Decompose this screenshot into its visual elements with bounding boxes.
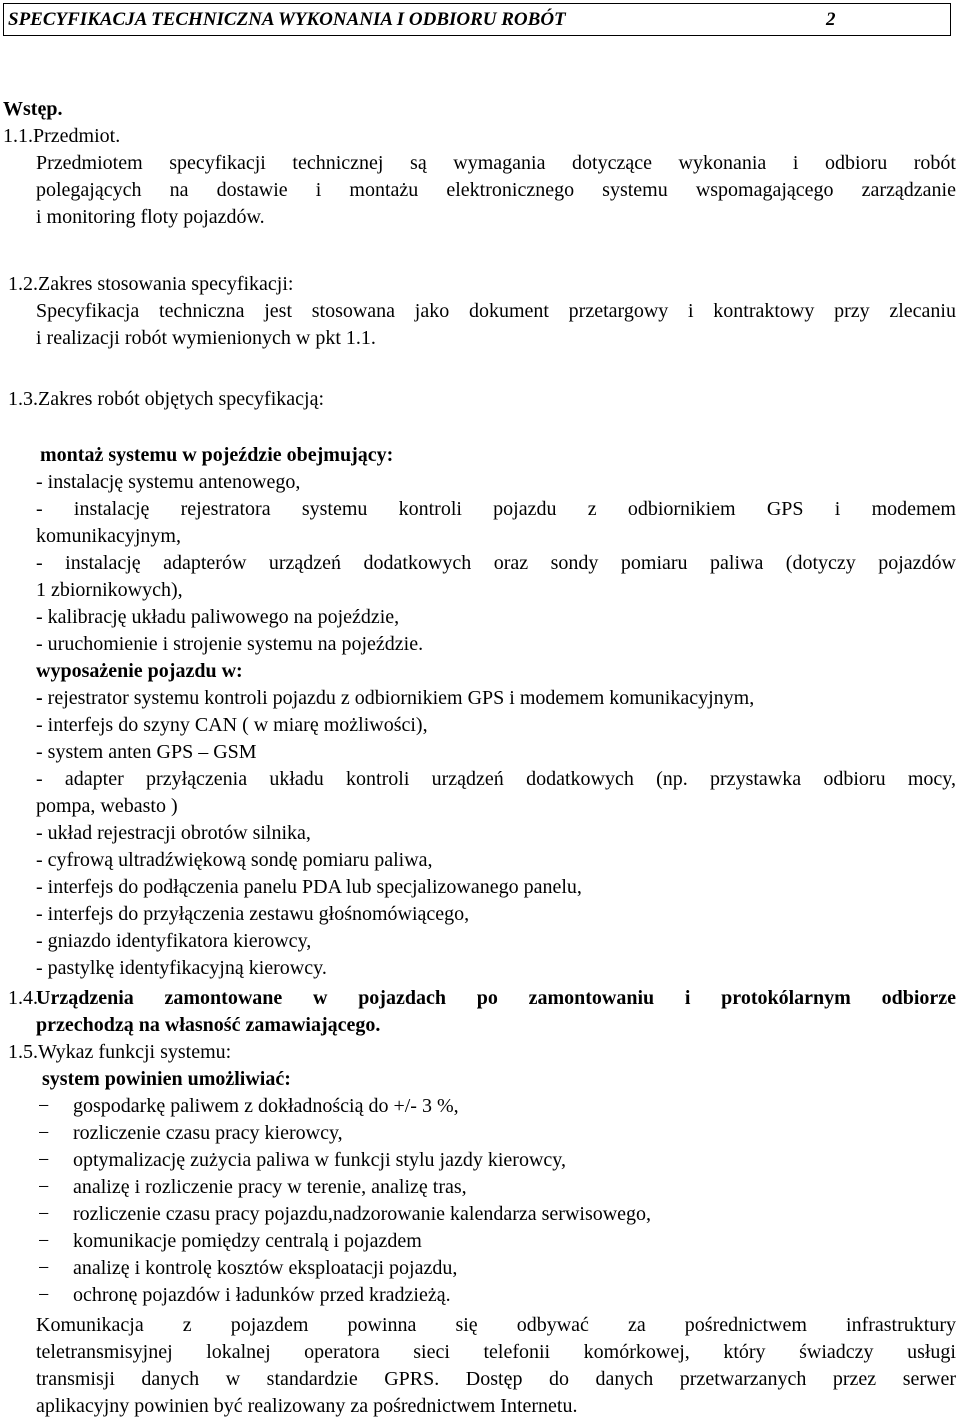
section-1-2-line-2: i realizacji robót wymienionych w pkt 1.1. xyxy=(36,327,376,349)
montaz-line: - kalibrację układu paliwowego na pojeździe, xyxy=(36,606,400,628)
section-1-1-line-1: Przedmiotem specyfikacji technicznej są wymagania dotyczące wykonania i odbioru robót xyxy=(36,152,956,174)
section-1-1-label: 1.1.Przedmiot. xyxy=(3,125,121,147)
section-1-5-label: 1.5.Wykaz funkcji systemu: xyxy=(8,1041,232,1063)
closing-line: teletransmisyjnej lokalnej operatora sieci telefonii komórkowej, który świadczy usługi xyxy=(36,1341,956,1363)
section-1-5-heading: system powinien umożliwiać: xyxy=(42,1068,291,1090)
dash-bullet: − xyxy=(38,1095,50,1117)
section-1-2-line-1: Specyfikacja techniczna jest stosowana jako dokument przetargowy i kontraktowy przy zlecaniu xyxy=(36,300,956,322)
closing-line: aplikacyjny powinien być realizowany za pośrednictwem Internetu. xyxy=(36,1395,578,1417)
document-header xyxy=(3,3,951,36)
dash-bullet: − xyxy=(38,1230,50,1252)
section-1-2-label: 1.2.Zakres stosowania specyfikacji: xyxy=(8,273,294,295)
wyposazenie-line: - interfejs do szyny CAN ( w miarę możliwości), xyxy=(36,714,428,736)
closing-line: Komunikacja z pojazdem powinna się odbywać za pośrednictwem infrastruktury xyxy=(36,1314,956,1336)
wyposazenie-line: pompa, webasto ) xyxy=(36,795,178,817)
wyposazenie-line: - gniazdo identyfikatora kierowcy, xyxy=(36,930,312,952)
section-1-1-line-2: polegających na dostawie i montażu elektronicznego systemu wspomagającego zarządzanie xyxy=(36,179,956,201)
wyposazenie-first-dash: - xyxy=(36,687,43,709)
wyposazenie-line: - pastylkę identyfikacyjną kierowcy. xyxy=(36,957,327,979)
wyposazenie-line: - adapter przyłączenia układu kontroli urządzeń dodatkowych (np. przystawka odbioru mocy, xyxy=(36,768,956,790)
montaz-line: - instalację systemu antenowego, xyxy=(36,471,301,493)
wyposazenie-heading: wyposażenie pojazdu w: xyxy=(36,660,243,682)
montaz-line: 1 zbiornikowych), xyxy=(36,579,183,601)
montaz-line: komunikacyjnym, xyxy=(36,525,181,547)
section-1-1-line-3: i monitoring floty pojazdów. xyxy=(36,206,265,228)
section-1-4-number: 1.4. xyxy=(8,987,38,1009)
dash-bullet: − xyxy=(38,1203,50,1225)
wyposazenie-line: - cyfrową ultradźwiękową sondę pomiaru paliwa, xyxy=(36,849,433,871)
montaz-heading: montaż systemu w pojeździe obejmujący: xyxy=(40,444,394,466)
dash-bullet: − xyxy=(38,1257,50,1279)
intro-heading: Wstęp. xyxy=(3,98,63,120)
wyposazenie-line-first xyxy=(36,685,754,712)
montaz-line: - instalację adapterów urządzeń dodatkowych oraz sondy pomiaru paliwa (dotyczy pojazdów xyxy=(36,552,956,574)
wyposazenie-line: - system anten GPS – GSM xyxy=(36,741,257,763)
dash-bullet: − xyxy=(38,1122,50,1144)
wyposazenie-first-text: rejestrator systemu kontroli pojazdu z odbiornikiem GPS i modemem komunikacyjnym, xyxy=(42,687,755,709)
page-number: 2 xyxy=(826,9,836,30)
document-title: SPECYFIKACJA TECHNICZNA WYKONANIA I ODBIORU ROBÓT xyxy=(8,9,566,30)
dash-bullet: − xyxy=(38,1284,50,1306)
wyposazenie-line: - układ rejestracji obrotów silnika, xyxy=(36,822,311,844)
section-1-4-line-2: przechodzą na własność zamawiającego. xyxy=(36,1014,381,1036)
dash-bullet: − xyxy=(38,1176,50,1198)
montaz-line: - uruchomienie i strojenie systemu na pojeździe. xyxy=(36,633,424,655)
section-1-3-label: 1.3.Zakres robót objętych specyfikacją: xyxy=(8,388,324,410)
montaz-line: - instalację rejestratora systemu kontroli pojazdu z odbiornikiem GPS i modemem xyxy=(36,498,956,520)
wyposazenie-line: - interfejs do podłączenia panelu PDA lub specjalizowanego panelu, xyxy=(36,876,582,898)
section-1-4-line-1: Urządzenia zamontowane w pojazdach po zamontowaniu i protokólarnym odbiorze xyxy=(36,987,956,1009)
wyposazenie-line: - interfejs do przyłączenia zestawu głośnomówiącego, xyxy=(36,903,470,925)
dash-bullet: − xyxy=(38,1149,50,1171)
closing-line: transmisji danych w standardzie GPRS. Dostęp do danych przetwarzanych przez serwer xyxy=(36,1368,956,1390)
